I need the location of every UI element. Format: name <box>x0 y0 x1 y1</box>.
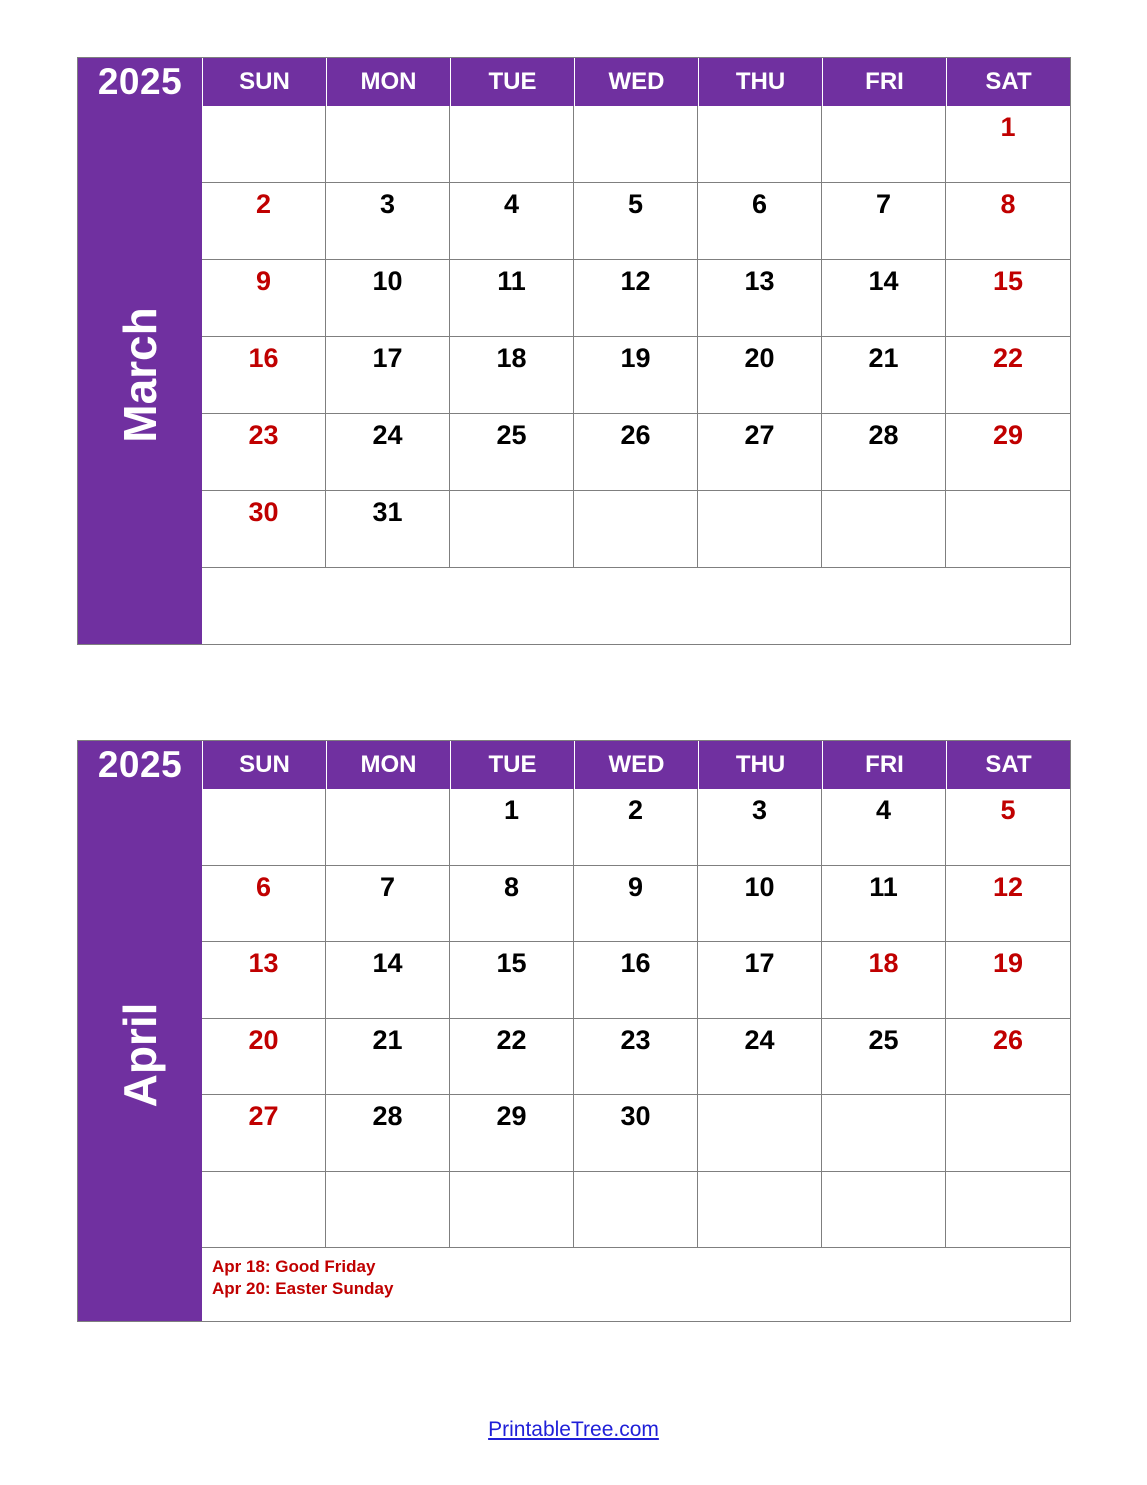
day-cell <box>326 414 450 491</box>
day-number: 5 <box>1000 795 1016 825</box>
notes-row <box>202 1248 1070 1321</box>
day-cell <box>946 789 1070 866</box>
blank-row <box>202 568 1070 645</box>
day-number: 31 <box>372 497 403 527</box>
day-cell <box>202 491 326 568</box>
day-number: 18 <box>496 343 527 373</box>
weekday-header-fri: FRI <box>822 58 946 106</box>
day-number: 24 <box>372 420 403 450</box>
day-cell <box>202 414 326 491</box>
day-cell <box>946 1019 1070 1096</box>
year-label: 2025 <box>97 61 183 102</box>
date-grid <box>202 106 1070 644</box>
day-cell <box>574 414 698 491</box>
day-cell <box>326 491 450 568</box>
day-cell <box>574 1019 698 1096</box>
day-number: 7 <box>379 871 396 902</box>
day-cell <box>946 414 1070 491</box>
day-cell <box>326 942 450 1019</box>
day-number: 12 <box>620 266 651 296</box>
day-cell <box>822 183 946 260</box>
weekday-header-tue: TUE <box>450 741 574 789</box>
weekday-header-wed: WED <box>574 58 698 106</box>
day-cell <box>574 337 698 414</box>
day-cell <box>822 1095 946 1172</box>
day-cell <box>202 260 326 337</box>
day-number: 13 <box>744 266 775 296</box>
day-cell <box>574 183 698 260</box>
day-cell <box>326 106 450 183</box>
day-number: 8 <box>503 871 520 902</box>
day-cell <box>450 491 574 568</box>
day-number: 17 <box>372 343 403 373</box>
calendar-header <box>78 741 1070 789</box>
day-cell <box>326 1095 450 1172</box>
day-cell <box>698 106 822 183</box>
day-number: 25 <box>496 420 527 450</box>
day-cell <box>450 106 574 183</box>
day-cell <box>822 866 946 943</box>
day-cell <box>450 866 574 943</box>
day-cell <box>946 1095 1070 1172</box>
day-number: 10 <box>744 871 775 902</box>
weekday-header-tue: TUE <box>450 58 574 106</box>
day-cell <box>574 866 698 943</box>
day-cell <box>822 106 946 183</box>
day-cell <box>450 1019 574 1096</box>
day-number: 26 <box>992 1024 1024 1055</box>
month-sidebar <box>78 789 202 1321</box>
day-number: 15 <box>992 266 1024 296</box>
day-cell <box>450 942 574 1019</box>
day-cell <box>698 260 822 337</box>
calendar-march <box>77 57 1071 645</box>
day-cell <box>574 491 698 568</box>
weekday-header-wed: WED <box>574 741 698 789</box>
day-cell <box>202 789 326 866</box>
weekday-header-mon: MON <box>326 741 450 789</box>
day-number: 28 <box>868 420 899 450</box>
month-sidebar <box>78 106 202 644</box>
day-cell <box>202 1019 326 1096</box>
day-cell <box>450 337 574 414</box>
day-number: 3 <box>379 189 396 219</box>
day-number: 29 <box>496 1101 527 1131</box>
day-cell <box>946 183 1070 260</box>
day-number: 30 <box>620 1101 651 1131</box>
day-number: 5 <box>627 189 644 219</box>
day-number: 21 <box>868 343 899 373</box>
day-cell <box>946 1172 1070 1249</box>
day-number: 2 <box>627 795 644 825</box>
weekday-header-mon: MON <box>326 58 450 106</box>
weekday-header-sat: SAT <box>946 741 1070 789</box>
day-cell <box>946 942 1070 1019</box>
day-cell <box>202 183 326 260</box>
day-number: 19 <box>992 948 1024 978</box>
weekday-header-sun: SUN <box>202 58 326 106</box>
day-number: 22 <box>992 343 1024 373</box>
day-cell <box>822 414 946 491</box>
day-cell <box>450 414 574 491</box>
year-label: 2025 <box>97 744 183 785</box>
footer-link[interactable]: PrintableTree.com <box>488 1418 659 1441</box>
day-number: 18 <box>868 948 899 978</box>
day-number: 11 <box>869 871 898 902</box>
day-number: 1 <box>1000 112 1016 142</box>
calendar-april <box>77 740 1071 1322</box>
day-number: 9 <box>255 266 272 296</box>
day-number: 6 <box>751 189 768 219</box>
day-cell <box>450 1095 574 1172</box>
day-number: 27 <box>248 1101 279 1131</box>
day-cell <box>326 260 450 337</box>
day-cell <box>202 866 326 943</box>
day-number: 6 <box>255 871 272 902</box>
calendar-header <box>78 58 1070 106</box>
day-cell <box>202 106 326 183</box>
day-number: 12 <box>992 871 1024 902</box>
day-number: 14 <box>868 266 899 296</box>
day-cell <box>698 1172 822 1249</box>
day-cell <box>202 1172 326 1249</box>
day-number: 7 <box>875 189 892 219</box>
day-cell <box>698 942 822 1019</box>
day-cell <box>202 337 326 414</box>
month-label: March <box>114 307 166 443</box>
day-number: 22 <box>496 1024 527 1055</box>
month-label: April <box>114 1002 166 1108</box>
day-number: 11 <box>497 266 526 296</box>
day-cell <box>946 106 1070 183</box>
day-cell <box>822 491 946 568</box>
day-cell <box>822 1019 946 1096</box>
day-cell <box>698 183 822 260</box>
day-cell <box>574 1095 698 1172</box>
day-cell <box>202 942 326 1019</box>
weekday-header-sat: SAT <box>946 58 1070 106</box>
day-cell <box>326 789 450 866</box>
day-number: 27 <box>744 420 775 450</box>
day-number: 14 <box>372 948 403 978</box>
day-number: 15 <box>496 948 527 978</box>
weekday-header-fri: FRI <box>822 741 946 789</box>
day-cell <box>450 789 574 866</box>
day-number: 24 <box>744 1024 775 1055</box>
day-cell <box>946 866 1070 943</box>
day-cell <box>450 183 574 260</box>
day-number: 4 <box>503 189 520 219</box>
day-cell <box>822 789 946 866</box>
day-cell <box>946 337 1070 414</box>
day-cell <box>574 106 698 183</box>
day-number: 3 <box>751 795 768 825</box>
day-cell <box>574 260 698 337</box>
day-cell <box>574 1172 698 1249</box>
day-cell <box>326 1172 450 1249</box>
day-number: 4 <box>875 795 892 825</box>
day-number: 30 <box>248 497 279 527</box>
day-cell <box>326 1019 450 1096</box>
day-number: 13 <box>248 948 279 978</box>
day-number: 28 <box>372 1101 403 1131</box>
weekday-header-thu: THU <box>698 741 822 789</box>
day-cell <box>326 866 450 943</box>
day-cell <box>698 789 822 866</box>
day-cell <box>822 260 946 337</box>
day-number: 25 <box>868 1024 899 1055</box>
day-cell <box>822 337 946 414</box>
holiday-note: Apr 18: Good Friday <box>212 1257 376 1276</box>
date-grid <box>202 789 1070 1321</box>
day-cell <box>450 260 574 337</box>
day-cell <box>698 491 822 568</box>
day-cell <box>946 260 1070 337</box>
day-cell <box>326 183 450 260</box>
day-cell <box>698 1019 822 1096</box>
day-number: 20 <box>248 1024 279 1055</box>
day-cell <box>698 337 822 414</box>
day-number: 9 <box>627 871 644 902</box>
day-number: 21 <box>372 1024 403 1055</box>
day-number: 23 <box>620 1024 651 1055</box>
day-number: 16 <box>620 948 651 978</box>
day-cell <box>326 337 450 414</box>
day-cell <box>450 1172 574 1249</box>
day-number: 10 <box>372 266 403 296</box>
day-cell <box>202 1095 326 1172</box>
day-number: 2 <box>255 189 272 219</box>
weekday-header-sun: SUN <box>202 741 326 789</box>
day-cell <box>574 789 698 866</box>
day-number: 17 <box>744 948 775 978</box>
day-number: 20 <box>744 343 775 373</box>
day-number: 26 <box>620 420 651 450</box>
day-cell <box>946 491 1070 568</box>
holiday-note: Apr 20: Easter Sunday <box>212 1279 394 1298</box>
day-number: 29 <box>992 420 1024 450</box>
day-cell <box>822 942 946 1019</box>
day-number: 23 <box>248 420 279 450</box>
weekday-header-thu: THU <box>698 58 822 106</box>
day-number: 1 <box>503 795 520 825</box>
day-cell <box>698 414 822 491</box>
day-cell <box>574 942 698 1019</box>
day-number: 19 <box>620 343 651 373</box>
day-cell <box>698 1095 822 1172</box>
day-number: 8 <box>1000 189 1016 219</box>
day-number: 16 <box>248 343 279 373</box>
day-cell <box>822 1172 946 1249</box>
holiday-notes <box>212 1256 393 1300</box>
day-cell <box>698 866 822 943</box>
